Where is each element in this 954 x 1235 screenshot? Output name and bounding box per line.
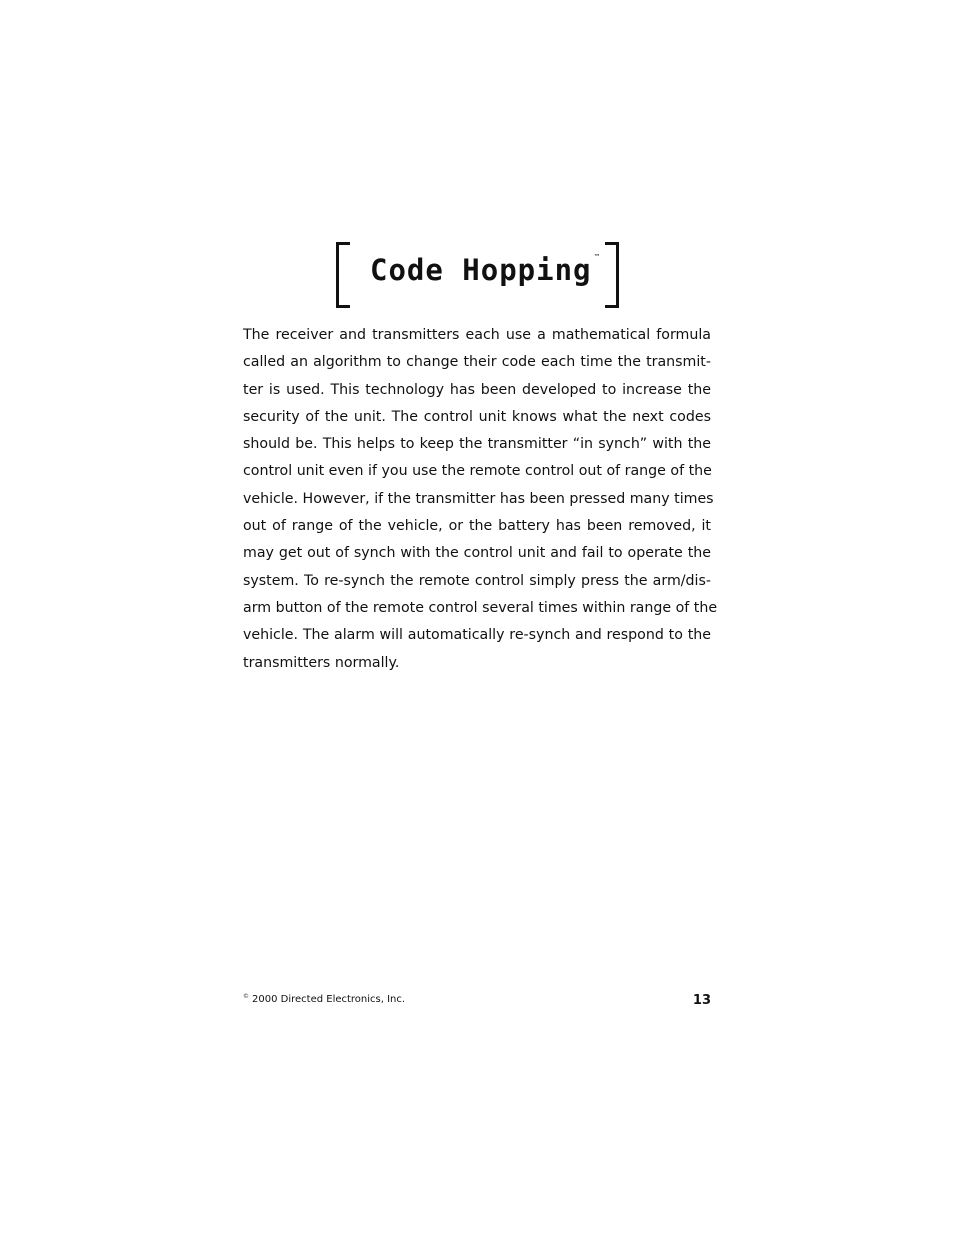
paragraph-line: ter is used. This technology has been developed to increase the [243, 381, 711, 398]
copyright-text: 2000 Directed Electronics, Inc. [252, 994, 406, 1005]
page-title-text: Code Hopping [370, 253, 592, 287]
copyright-notice [243, 994, 405, 1005]
paragraph-line: The receiver and transmitters each use a mathematical formula [243, 327, 711, 343]
paragraph-line: called an algorithm to change their code each time the transmit- [243, 354, 711, 371]
paragraph-line: system. To re-synch the remote control simply press the arm/dis- [243, 572, 711, 589]
section-heading [336, 242, 619, 312]
paragraph-line: control unit even if you use the remote control out of range of the [243, 463, 712, 480]
paragraph-line: vehicle. The alarm will automatically re-synch and respond to the [243, 627, 711, 644]
body-paragraph [243, 322, 718, 677]
paragraph-line: transmitters normally. [243, 654, 400, 671]
left-bracket-decoration [336, 242, 350, 308]
paragraph-line: arm button of the remote control several times within range of the [243, 599, 718, 616]
paragraph-line: out of range of the vehicle, or the battery has been removed, it [243, 518, 711, 535]
paragraph-line: vehicle. However, if the transmitter has been pressed many times [243, 490, 714, 507]
paragraph-line: may get out of synch with the control unit and fail to operate the [243, 545, 711, 562]
right-bracket-decoration [605, 242, 619, 308]
page-title [370, 253, 602, 287]
page-number: 13 [692, 993, 711, 1008]
trademark-symbol: ™ [593, 253, 602, 261]
paragraph-line: security of the unit. The control unit knows what the next codes [243, 408, 711, 425]
paragraph-line: should be. This helps to keep the transmitter “in synch” with the [243, 436, 711, 453]
copyright-symbol: © [243, 993, 249, 1000]
